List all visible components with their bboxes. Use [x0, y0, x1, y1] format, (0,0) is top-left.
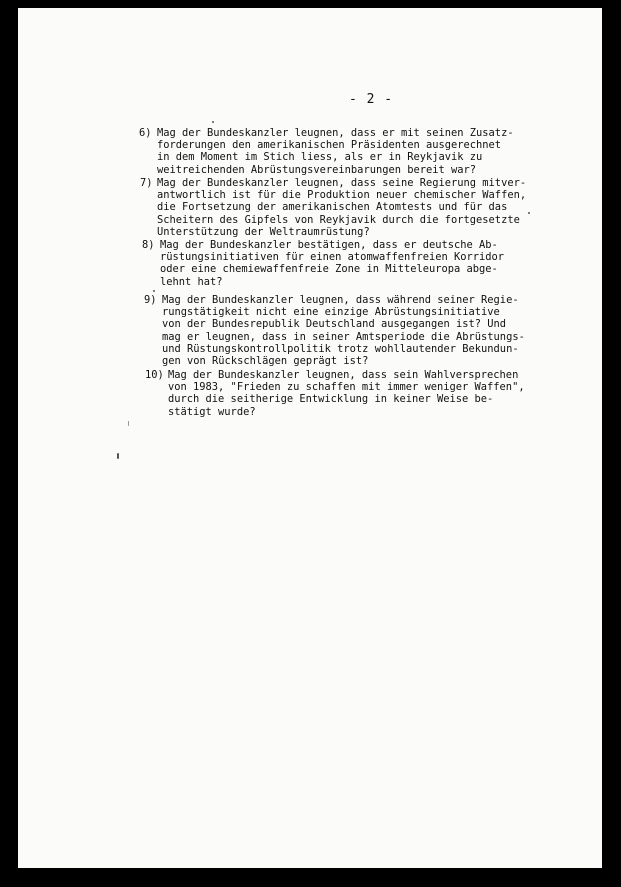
text-line: rungstätigkeit nicht eine einzige Abrüstungsinitiative: [162, 306, 500, 319]
text-line: oder eine chemiewaffenfreie Zone in Mitteleuropa abge-: [160, 263, 498, 276]
text-line: gen von Rückschlägen geprägt ist?: [162, 354, 369, 367]
text-line: durch die seitherige Entwicklung in keiner Weise be-: [168, 393, 494, 406]
question-number: 9): [144, 294, 157, 306]
text-line: von 1983, "Frieden zu schaffen mit immer weniger Waffen",: [168, 381, 525, 394]
text-line: stätigt wurde?: [168, 405, 256, 418]
text-line: die Fortsetzung der amerikanischen Atomtests und für das: [157, 201, 508, 214]
text-line: Unterstützung der Weltraumrüstung?: [157, 225, 370, 238]
scan-speck: [153, 290, 155, 292]
text-line: weitreichenden Abrüstungsvereinbarungen bereit war?: [157, 163, 477, 176]
question-text: [160, 239, 504, 288]
text-line: mag er leugnen, dass in seiner Amtsperiode die Abrüstungs-: [162, 330, 525, 343]
question-number: 6): [139, 127, 152, 139]
text-line: von der Bundesrepublik Deutschland ausgegangen ist? Und: [162, 318, 507, 331]
text-line: Mag der Bundeskanzler leugnen, dass während seiner Regie-: [162, 294, 519, 306]
question-text: [157, 127, 514, 176]
text-line: in dem Moment im Stich liess, als er in Reykjavik zu: [157, 151, 483, 164]
text-line: antwortlich ist für die Produktion neuer chemischer Waffen,: [157, 189, 527, 202]
page-number: - 2 -: [349, 92, 394, 107]
text-line: Mag der Bundeskanzler bestätigen, dass er deutsche Ab-: [160, 239, 498, 251]
text-line: rüstungsinitiativen für einen atomwaffenfreien Korridor: [160, 251, 505, 264]
text-line: Mag der Bundeskanzler leugnen, dass seine Regierung mitver-: [157, 177, 527, 189]
scan-speck: [128, 421, 129, 426]
question-text: [162, 294, 525, 367]
question-number: 8): [142, 239, 155, 251]
text-line: und Rüstungskontrollpolitik trotz wohllautender Bekundun-: [162, 342, 519, 355]
question-number: 7): [140, 177, 153, 189]
question-text: [157, 177, 526, 238]
scan-speck: [117, 453, 119, 459]
question-text: [168, 369, 525, 418]
question-number: 10): [145, 369, 164, 381]
text-line: forderungen den amerikanischen Präsidenten ausgerechnet: [157, 139, 502, 152]
text-line: Scheitern des Gipfels von Reykjavik durch die fortgesetzte: [157, 213, 520, 226]
text-line: Mag der Bundeskanzler leugnen, dass sein Wahlversprechen: [168, 369, 519, 381]
scan-speck: [528, 212, 530, 214]
scan-speck: [212, 121, 214, 123]
text-line: lehnt hat?: [160, 275, 223, 288]
text-line: Mag der Bundeskanzler leugnen, dass er mit seinen Zusatz-: [157, 127, 514, 139]
